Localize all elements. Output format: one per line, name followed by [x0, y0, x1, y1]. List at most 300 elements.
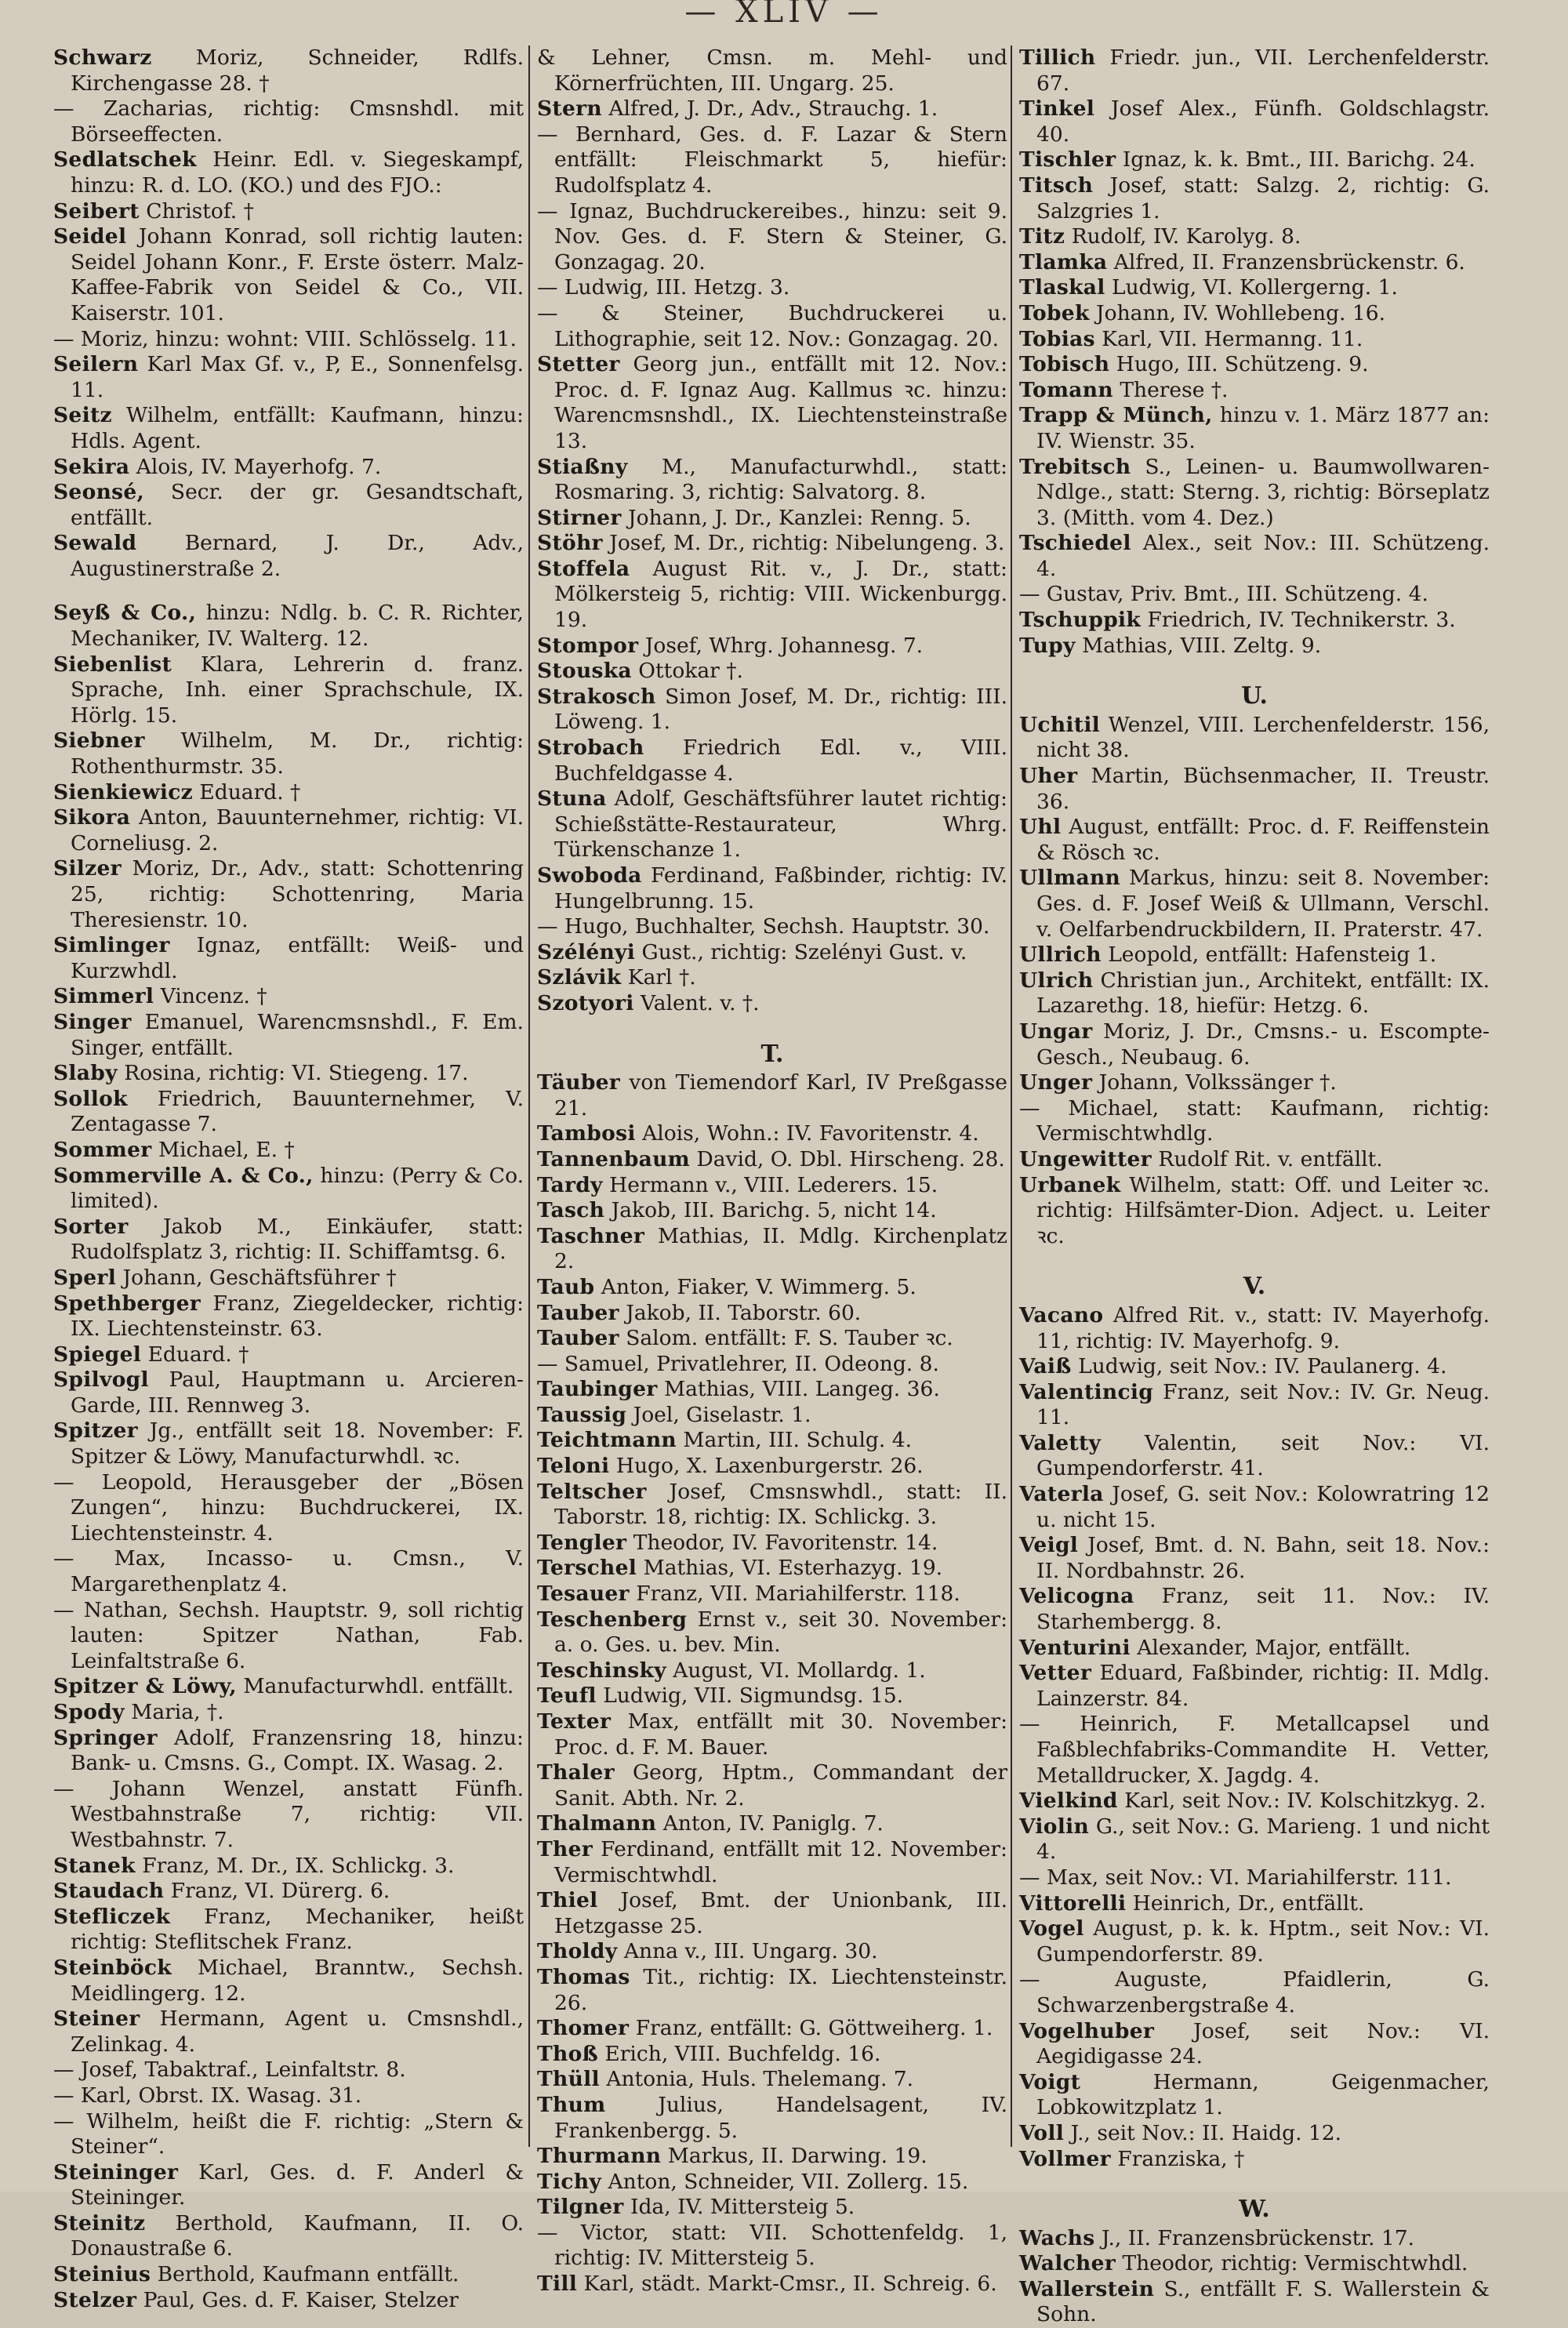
directory-entry	[537, 634, 1007, 659]
entry-text: Hugo, X. Laxenburgerstr. 26.	[609, 1454, 924, 1479]
directory-entry	[53, 1905, 524, 1956]
directory-entry	[1019, 1070, 1490, 1096]
entry-text: August, entfällt: Proc. d. F. Reiffenstein & Rösch ꝛc.	[1036, 815, 1490, 865]
entry-text: Johann Konrad, soll richtig lauten: Seidel Johann Konr., F. Erste österr. Malz-Kaffee-Fabrik von Seidel & Co., VII. Kaiserstr. 101.	[71, 224, 524, 325]
entry-text: Wilhelm, statt: Off. und Leiter ꝛc. richtig: Hilfsämter-Dion. Adject. u. Leiter ꝛc.	[1036, 1172, 1490, 1248]
entry-text: Paul, Ges. d. F. Kaiser, Stelzer	[136, 2287, 459, 2312]
entry-text: Anton, Schneider, VII. Zollerg. 15.	[601, 2169, 969, 2194]
entry-text: Simon Josef, M. Dr., richtig: III. Löweng. 1.	[554, 684, 1007, 735]
directory-entry	[1019, 713, 1490, 764]
entry-surname: Uchitil	[1019, 712, 1101, 737]
section-letter: V.	[1243, 1273, 1266, 1301]
directory-entry	[537, 1070, 1007, 1121]
directory-entry	[53, 2083, 524, 2109]
directory-entry	[537, 1403, 1007, 1429]
entry-surname: Tlamka	[1019, 249, 1108, 274]
entry-surname: Violin	[1019, 1814, 1090, 1839]
entry-surname: Spethberger	[53, 1291, 201, 1316]
directory-entry	[537, 557, 1007, 634]
directory-entry	[1019, 2251, 1490, 2277]
entry-text: Josef, Cmsnswhdl., statt: II. Taborstr. 18, richtig: IX. Schlickg. 3.	[554, 1479, 1007, 1530]
entry-text: Ida, IV. Mittersteig 5.	[623, 2195, 855, 2220]
directory-entry	[537, 455, 1007, 506]
entry-surname: Singer	[53, 1009, 132, 1034]
entry-text: Ferdinand, entfällt mit 12. November: Vermischtwhdl.	[554, 1836, 1007, 1887]
entry-text: Ferdinand, Faßbinder, richtig: IV. Hungelbrunng. 15.	[554, 863, 1007, 913]
directory-entry	[537, 1428, 1007, 1454]
column-divider	[1011, 45, 1012, 2147]
entry-surname: Vielkind	[1019, 1789, 1118, 1814]
entry-surname: Taussig	[537, 1402, 627, 1427]
directory-entry	[53, 224, 524, 326]
directory-entry	[537, 659, 1007, 685]
entry-surname: Staudach	[53, 1879, 165, 1904]
entry-surname: Teufl	[537, 1683, 597, 1709]
entry-surname: Slaby	[53, 1061, 118, 1086]
entry-surname: Tauber	[537, 1300, 619, 1325]
entry-surname: Stern	[537, 96, 602, 122]
entry-text: August Rit. v., J. Dr., statt: Mölkersteig 5, richtig: VIII. Wickenburgg. 19.	[554, 556, 1007, 633]
directory-entry	[1019, 1865, 1490, 1891]
directory-entry	[1019, 1967, 1490, 2018]
entry-text: Moriz, J. Dr., Cmsns.- u. Escompte-Gesch., Neubaug. 6.	[1036, 1019, 1490, 1070]
directory-entry	[53, 984, 524, 1010]
entry-text: Moriz, Schneider, Rdlfs. Kirchengasse 28. †	[71, 45, 524, 96]
entry-surname: Springer	[53, 1725, 158, 1750]
entry-text: Anton, Fiaker, V. Wimmerg. 5.	[594, 1274, 916, 1299]
entry-surname: Sedlatschek	[53, 147, 197, 173]
directory-entry	[537, 1377, 1007, 1403]
entry-surname: Tobias	[1019, 326, 1095, 351]
entry-surname: Strobach	[537, 735, 644, 761]
entry-text: David, O. Dbl. Hirscheng. 28.	[690, 1146, 1005, 1171]
entry-surname: Steinböck	[53, 1955, 172, 1980]
entry-text: — Gustav, Priv. Bmt., III. Schützeng. 4.	[1019, 582, 1428, 607]
entry-text: Adolf, Franzensring 18, hinzu: Bank- u. Cmsns. G., Compt. IX. Wasag. 2.	[71, 1725, 524, 1776]
directory-entry	[1019, 2070, 1490, 2121]
directory-entry	[53, 1470, 524, 1547]
entry-text: Mathias, VIII. Zeltg. 9.	[1075, 633, 1322, 658]
entry-text: S., Leinen- u. Baumwollwaren-Ndlge., statt: Sterng. 3, richtig: Börseplatz 3. (Mitth. vom 4. Dez.)	[1036, 454, 1490, 530]
directory-entry	[1019, 942, 1490, 968]
section-letter: T.	[760, 1040, 784, 1068]
entry-surname: Sollok	[53, 1086, 128, 1111]
entry-surname: Sorter	[53, 1214, 129, 1239]
entry-text: Moriz, Dr., Adv., statt: Schottenring 25, richtig: Schottenring, Maria Theresienstr. 10.	[71, 856, 524, 932]
entry-surname: Siebenlist	[53, 652, 172, 677]
entry-surname: Teichtmann	[537, 1428, 677, 1453]
entry-surname: Voigt	[1019, 2069, 1081, 2094]
section-spacer	[537, 1017, 1007, 1036]
directory-entry	[53, 601, 524, 652]
entry-text: M., Manufacturwhdl., statt: Rosmaring. 3, richtig: Salvatorg. 8.	[554, 454, 1007, 505]
directory-entry	[53, 1726, 524, 1777]
entry-text: Franz, M. Dr., IX. Schlickg. 3.	[135, 1853, 455, 1878]
entry-surname: Sommer	[53, 1137, 152, 1162]
directory-entry	[53, 933, 524, 984]
entry-text: Christian jun., Architekt, entfällt: IX. Lazarethg. 18, hiefür: Hetzg. 6.	[1036, 968, 1490, 1019]
directory-entry	[53, 1291, 524, 1342]
directory-entry	[1019, 1147, 1490, 1173]
directory-entry	[53, 2109, 524, 2160]
entry-text: Franz, Mechaniker, heißt richtig: Steflitschek Franz.	[71, 1904, 524, 1955]
directory-entry	[1019, 815, 1490, 866]
entry-text: Ottokar †.	[631, 659, 743, 684]
entry-surname: Swoboda	[537, 863, 642, 888]
directory-entry	[537, 1147, 1007, 1173]
entry-text: Adolf, Geschäftsführer lautet richtig: Schießstätte-Restaurateur, Whrg. Türkenschanze 1.	[554, 786, 1007, 863]
entry-surname: Teschenberg	[537, 1607, 688, 1632]
entry-surname: Schwarz	[53, 45, 152, 70]
entry-surname: Valentincig	[1019, 1379, 1154, 1404]
directory-entry	[1019, 1584, 1490, 1635]
entry-surname: Terschel	[537, 1556, 637, 1581]
entry-surname: Spody	[53, 1700, 125, 1724]
entry-surname: Vaiß	[1019, 1354, 1072, 1379]
entry-text: J., seit Nov.: II. Haidg. 12.	[1064, 2120, 1342, 2145]
column-2	[537, 45, 1007, 2297]
entry-text: Martin, III. Schulg. 4.	[677, 1428, 913, 1453]
directory-entry	[53, 1674, 524, 1700]
directory-entry	[1019, 1533, 1490, 1584]
entry-text: Eduard, Faßbinder, richtig: II. Mdlg. Lainzerstr. 84.	[1036, 1661, 1490, 1711]
directory-entry	[53, 1061, 524, 1087]
entry-text: Anton, IV. Paniglg. 7.	[656, 1811, 884, 1836]
directory-entry	[537, 2067, 1007, 2093]
entry-surname: Thurmann	[537, 2144, 662, 2169]
entry-text: Franz, VI. Dürerg. 6.	[164, 1879, 390, 1904]
entry-text: Franz, Ziegeldecker, richtig: IX. Liechtensteinstr. 63.	[71, 1291, 524, 1342]
entry-surname: Spitzer	[53, 1418, 138, 1444]
entry-text: Michael, E. †	[151, 1137, 295, 1162]
directory-entry	[1019, 2019, 1490, 2070]
entry-text: Vincenz. †	[154, 984, 267, 1009]
entry-text: — Max, Incasso- u. Cmsn., V. Margarethenplatz 4.	[53, 1546, 524, 1597]
entry-surname: Tesauer	[537, 1582, 630, 1607]
entry-surname: Stoffela	[537, 556, 630, 581]
entry-text: Valent. v. †.	[633, 990, 760, 1015]
entry-surname: Taubinger	[537, 1377, 658, 1402]
entry-text: von Tiemendorf Karl, IV Preßgasse 21.	[554, 1070, 1007, 1120]
entry-text: Johann, J. Dr., Kanzlei: Renng. 5.	[621, 505, 971, 530]
entry-text: Theodor, richtig: Vermischtwhdl.	[1116, 2251, 1468, 2276]
entry-text: Johann, Volkssänger †.	[1092, 1070, 1337, 1095]
entry-surname: Stuna	[537, 786, 607, 812]
entry-surname: Stirner	[537, 505, 622, 530]
entry-text: Hugo, III. Schützeng. 9.	[1109, 352, 1369, 377]
entry-surname: Taschner	[537, 1223, 645, 1248]
directory-entry	[1019, 1354, 1490, 1380]
directory-entry	[537, 2042, 1007, 2068]
directory-entry	[1019, 531, 1490, 582]
entry-text: Manufacturwhdl. entfällt.	[236, 1674, 514, 1699]
entry-surname: Tinkel	[1019, 96, 1095, 122]
entry-text: — Karl, Obrst. IX. Wasag. 31.	[53, 2083, 362, 2108]
directory-entry	[537, 199, 1007, 276]
entry-text: Eduard. †	[141, 1342, 249, 1367]
directory-entry	[537, 1301, 1007, 1327]
entry-text: Markus, hinzu: seit 8. November: Ges. d. F. Josef Weiß & Ullmann, Verschl. v. Oelfarbendruckbildern, II. Praterstr. 47.	[1036, 866, 1490, 942]
directory-entry	[1019, 582, 1490, 608]
entry-text: hinzu: (Perry & Co. limited).	[71, 1163, 524, 1214]
entry-surname: Ungewitter	[1019, 1146, 1152, 1171]
entry-surname: Ther	[537, 1836, 593, 1861]
entry-text: G., seit Nov.: G. Marieng. 1 und nicht 4.	[1036, 1814, 1490, 1865]
directory-entry	[537, 122, 1007, 199]
entry-text: Ludwig, seit Nov.: IV. Paulanerg. 4.	[1071, 1354, 1447, 1379]
entry-surname: Trebitsch	[1019, 454, 1131, 479]
entry-surname: Tillich	[1019, 45, 1096, 70]
entry-text: Martin, Büchsenmacher, II. Treustr. 36.	[1036, 764, 1490, 814]
entry-surname: Spilvogl	[53, 1367, 149, 1393]
entry-text: — Bernhard, Ges. d. F. Lazar & Stern entfällt: Fleischmarkt 5, hiefür: Rudolfsplatz 4.	[537, 122, 1007, 198]
directory-entry	[537, 2093, 1007, 2144]
entry-text: Friedrich Edl. v., VIII. Buchfeldgasse 4.	[554, 735, 1007, 786]
entry-surname: Szélényi	[537, 939, 636, 964]
directory-entry	[1019, 455, 1490, 532]
directory-entry	[53, 2160, 524, 2211]
directory-entry	[1019, 968, 1490, 1019]
directory-entry	[53, 480, 524, 531]
entry-text: — Ludwig, III. Hetzg. 3.	[537, 275, 790, 300]
entry-text: S., entfällt F. S. Wallerstein & Sohn.	[1036, 2276, 1490, 2327]
entry-text: — Wilhelm, heißt die F. richtig: „Stern & Steiner“.	[53, 2108, 524, 2159]
entry-text: Georg jun., entfällt mit 12. Nov.: Proc. d. F. Ignaz Aug. Kallmus ꝛc. hinzu: Warencmsnshdl., IX. Liechtensteinstraße 13.	[554, 352, 1007, 453]
entry-surname: Seyß & Co.,	[53, 601, 197, 626]
directory-entry	[537, 275, 1007, 301]
column-1	[53, 45, 524, 2313]
entry-surname: Vogel	[1019, 1916, 1084, 1941]
page-number-header: — XLIV —	[684, 0, 884, 30]
directory-entry	[1019, 764, 1490, 815]
entry-text: Rudolf Rit. v. entfällt.	[1151, 1146, 1383, 1171]
entry-text: — Auguste, Pfaidlerin, G. Schwarzenbergstraße 4.	[1019, 1967, 1490, 2017]
directory-entry	[1019, 352, 1490, 378]
entry-surname: Simmerl	[53, 984, 154, 1009]
entry-surname: Tannenbaum	[537, 1146, 691, 1171]
entry-surname: Teltscher	[537, 1479, 647, 1504]
entry-text: Josef Alex., Fünfh. Goldschlagstr. 40.	[1036, 96, 1490, 147]
entry-surname: Silzer	[53, 856, 122, 881]
entry-text: — Josef, Tabaktraf., Leinfaltstr. 8.	[53, 2057, 406, 2083]
directory-entry	[1019, 1380, 1490, 1431]
entry-surname: Szlávik	[537, 965, 622, 990]
entry-text: Mathias, VIII. Langeg. 36.	[657, 1377, 940, 1402]
entry-text: Friedrich, IV. Technikerstr. 3.	[1141, 608, 1456, 633]
entry-text: Anton, Bauunternehmer, richtig: VI. Corneliusg. 2.	[71, 805, 524, 855]
directory-entry	[53, 1215, 524, 1266]
entry-surname: Uhl	[1019, 815, 1062, 840]
entry-surname: Trapp & Münch,	[1019, 403, 1213, 428]
directory-entry	[1019, 96, 1490, 147]
entry-text: — Michael, statt: Kaufmann, richtig: Vermischtwhdlg.	[1019, 1095, 1490, 1146]
directory-entry	[53, 531, 524, 582]
directory-entry	[537, 352, 1007, 454]
entry-surname: Steiner	[53, 2007, 140, 2032]
section-spacer	[1019, 1249, 1490, 1268]
entry-text: Rosina, richtig: VI. Stiegeng. 17.	[117, 1061, 469, 1086]
directory-entry	[537, 2195, 1007, 2221]
directory-entry	[1019, 1891, 1490, 1917]
entry-surname: Tasch	[537, 1198, 605, 1223]
directory-entry	[537, 863, 1007, 914]
entry-text: — & Steiner, Buchdruckerei u. Lithographie, seit 12. Nov.: Gonzagag. 20.	[537, 300, 1007, 351]
directory-entry	[537, 1658, 1007, 1684]
entry-text: Ernst v., seit 30. November: a. o. Ges. u. bev. Min.	[554, 1607, 1007, 1658]
entry-text: Josef, Bmt. d. N. Bahn, seit 18. Nov.: II. Nordbahnstr. 26.	[1036, 1533, 1490, 1583]
entry-surname: Tengler	[537, 1530, 627, 1555]
entry-text: Ludwig, VI. Kollergerng. 1.	[1105, 275, 1398, 300]
directory-entry	[537, 1275, 1007, 1301]
entry-text: Franziska, †	[1110, 2146, 1245, 2171]
directory-entry	[1019, 2121, 1490, 2147]
entry-surname: Ulrich	[1019, 968, 1094, 993]
entry-text: Heinrich, Dr., entfällt.	[1126, 1890, 1365, 1916]
entry-text: Johann, Geschäftsführer †	[116, 1265, 397, 1290]
directory-entry	[53, 1138, 524, 1164]
entry-surname: Texter	[537, 1709, 612, 1734]
directory-entry	[537, 531, 1007, 557]
entry-text: Erich, VIII. Buchfeldg. 16.	[598, 2041, 881, 2066]
directory-entry	[537, 1198, 1007, 1224]
entry-text: — Max, seit Nov.: VI. Mariahilferstr. 111.	[1019, 1865, 1452, 1890]
entry-surname: Ullrich	[1019, 942, 1102, 968]
entry-surname: Tobisch	[1019, 352, 1110, 377]
directory-entry	[53, 1342, 524, 1368]
directory-entry	[1019, 378, 1490, 404]
directory-entry	[53, 1087, 524, 1138]
entry-surname: Seidel	[53, 224, 127, 249]
entry-surname: Voll	[1019, 2120, 1065, 2145]
entry-text: Alfred Rit. v., statt: IV. Mayerhofg. 11, richtig: IV. Mayerhofg. 9.	[1036, 1302, 1490, 1353]
entry-text: — Nathan, Sechsh. Hauptstr. 9, soll richtig lauten: Spitzer Nathan, Fab. Leinfaltstraße 6.	[53, 1597, 524, 1673]
section-spacer	[1019, 659, 1490, 677]
directory-entry	[537, 1531, 1007, 1556]
directory-entry	[53, 2057, 524, 2083]
entry-text: Salom. entfällt: F. S. Tauber ꝛc.	[619, 1326, 953, 1351]
entry-surname: Seilern	[53, 352, 139, 377]
directory-entry	[1019, 45, 1490, 96]
entry-text: Alois, IV. Mayerhofg. 7.	[129, 454, 382, 479]
entry-surname: Tlaskal	[1019, 275, 1105, 300]
entry-surname: Vaterla	[1019, 1482, 1104, 1507]
entry-text: Karl Max Gf. v., P, E., Sonnenfelsg. 11.	[71, 352, 524, 402]
entry-text: Therese †.	[1112, 377, 1229, 402]
entry-text: Valentin, seit Nov.: VI. Gumpendorferstr. 41.	[1036, 1430, 1490, 1481]
section-letter: W.	[1239, 2195, 1270, 2224]
entry-surname: Valetty	[1019, 1430, 1102, 1455]
directory-entry	[1019, 1916, 1490, 1967]
entry-text: Max, entfällt mit 30. November: Proc. d. F. M. Bauer.	[554, 1709, 1007, 1760]
directory-entry	[537, 1811, 1007, 1837]
entry-text: Franz, VII. Mariahilferstr. 118.	[629, 1582, 960, 1607]
directory-entry	[537, 1480, 1007, 1531]
entry-text: Ludwig, VII. Sigmundsg. 15.	[596, 1683, 904, 1709]
entry-surname: Vacano	[1019, 1302, 1104, 1327]
entry-surname: Tobek	[1019, 300, 1090, 325]
entry-surname: Szotyori	[537, 990, 634, 1015]
directory-entry	[537, 685, 1007, 735]
entry-surname: Teschinsky	[537, 1658, 666, 1683]
entry-text: Josef, M. Dr., richtig: Nibelungeng. 3.	[602, 531, 1005, 556]
entry-text: August, p. k. k. Hptm., seit Nov.: VI. Gumpendorferstr. 89.	[1036, 1916, 1490, 1967]
entry-surname: Walcher	[1019, 2251, 1116, 2276]
entry-text: Jg., entfällt seit 18. November: F. Spitzer & Löwy, Manufacturwhdl. ꝛc.	[71, 1418, 524, 1469]
entry-text: Heinr. Edl. v. Siegeskampf, hinzu: R. d. LO. (KO.) und des FJO.:	[71, 147, 524, 198]
directory-entry	[53, 455, 524, 481]
entry-text: Josef, Bmt. der Unionbank, III. Hetzgasse 25.	[554, 1888, 1007, 1938]
directory-entry	[1019, 173, 1490, 224]
directory-entry	[537, 96, 1007, 122]
directory-entry	[537, 1173, 1007, 1199]
entry-surname: Sikora	[53, 805, 131, 830]
entry-surname: Thaler	[537, 1760, 615, 1785]
entry-text: Maria, †.	[124, 1700, 224, 1724]
entry-text: — Heinrich, F. Metallcapsel und Faßblechfabriks-Commandite H. Vetter, Metalldrucker, X. Jagdg. 4.	[1019, 1712, 1490, 1788]
entry-surname: Tichy	[537, 2169, 602, 2194]
entry-surname: Tambosi	[537, 1121, 636, 1146]
entry-surname: Ungar	[1019, 1019, 1093, 1044]
entry-surname: Wallerstein	[1019, 2276, 1155, 2301]
directory-entry	[537, 1760, 1007, 1811]
entry-text: Christof. †	[139, 198, 254, 223]
entry-surname: Spitzer & Löwy,	[53, 1674, 237, 1699]
directory-entry	[537, 1352, 1007, 1378]
entry-surname: Uher	[1019, 764, 1078, 789]
directory-entry	[1019, 1661, 1490, 1712]
directory-entry	[537, 965, 1007, 991]
entry-text: Friedrich, Bauunternehmer, V. Zentagasse 7.	[71, 1086, 524, 1137]
entry-surname: Steinitz	[53, 2210, 146, 2235]
directory-entry	[537, 1121, 1007, 1147]
directory-entry	[1019, 2277, 1490, 2328]
directory-entry	[1019, 1096, 1490, 1147]
directory-entry	[53, 1164, 524, 1215]
directory-entry	[53, 1854, 524, 1879]
entry-surname: Tardy	[537, 1172, 603, 1197]
entry-surname: Tilgner	[537, 2195, 624, 2220]
directory-entry	[537, 1837, 1007, 1888]
entry-surname: Tomann	[1019, 377, 1113, 402]
entry-text: Friedr. jun., VII. Lerchenfelderstr. 67.	[1036, 45, 1490, 96]
entry-text: Hermann v., VIII. Lederers. 15.	[602, 1172, 938, 1197]
entry-surname: Till	[537, 2272, 578, 2297]
directory-entry	[53, 45, 524, 96]
entry-surname: Sperl	[53, 1265, 117, 1290]
directory-entry	[53, 2262, 524, 2288]
directory-entry	[537, 2272, 1007, 2297]
entry-text: Bernard, J. Dr., Adv., Augustinerstraße 2.	[71, 531, 524, 581]
entry-surname: Vetter	[1019, 1661, 1092, 1686]
entry-text: Karl, Ges. d. F. Anderl & Steininger.	[71, 2159, 524, 2210]
directory-entry	[1019, 1636, 1490, 1662]
directory-entry	[53, 403, 524, 454]
directory-entry	[1019, 1482, 1490, 1533]
entry-text: Hermann, Agent u. Cmsnshdl., Zelinkag. 4.	[71, 2007, 524, 2057]
entry-surname: Sommerville A. & Co.,	[53, 1163, 314, 1188]
entry-text: Secr. der gr. Gesandtschaft, entfällt.	[71, 480, 524, 530]
directory-entry	[1019, 608, 1490, 634]
entry-surname: Thomer	[537, 2016, 630, 2041]
directory-entry	[53, 856, 524, 933]
directory-entry	[53, 2211, 524, 2262]
entry-text: hinzu v. 1. März 1877 an: IV. Wienstr. 35.	[1036, 403, 1490, 453]
entry-text: hinzu: Ndlg. b. C. R. Richter, Mechaniker, IV. Walterg. 12.	[71, 601, 524, 652]
directory-entry	[1019, 1789, 1490, 1814]
entry-surname: Seonsé,	[53, 480, 145, 505]
entry-surname: Sekira	[53, 454, 130, 479]
entry-text: Karl, seit Nov.: IV. Kolschitzkyg. 2.	[1117, 1789, 1486, 1814]
